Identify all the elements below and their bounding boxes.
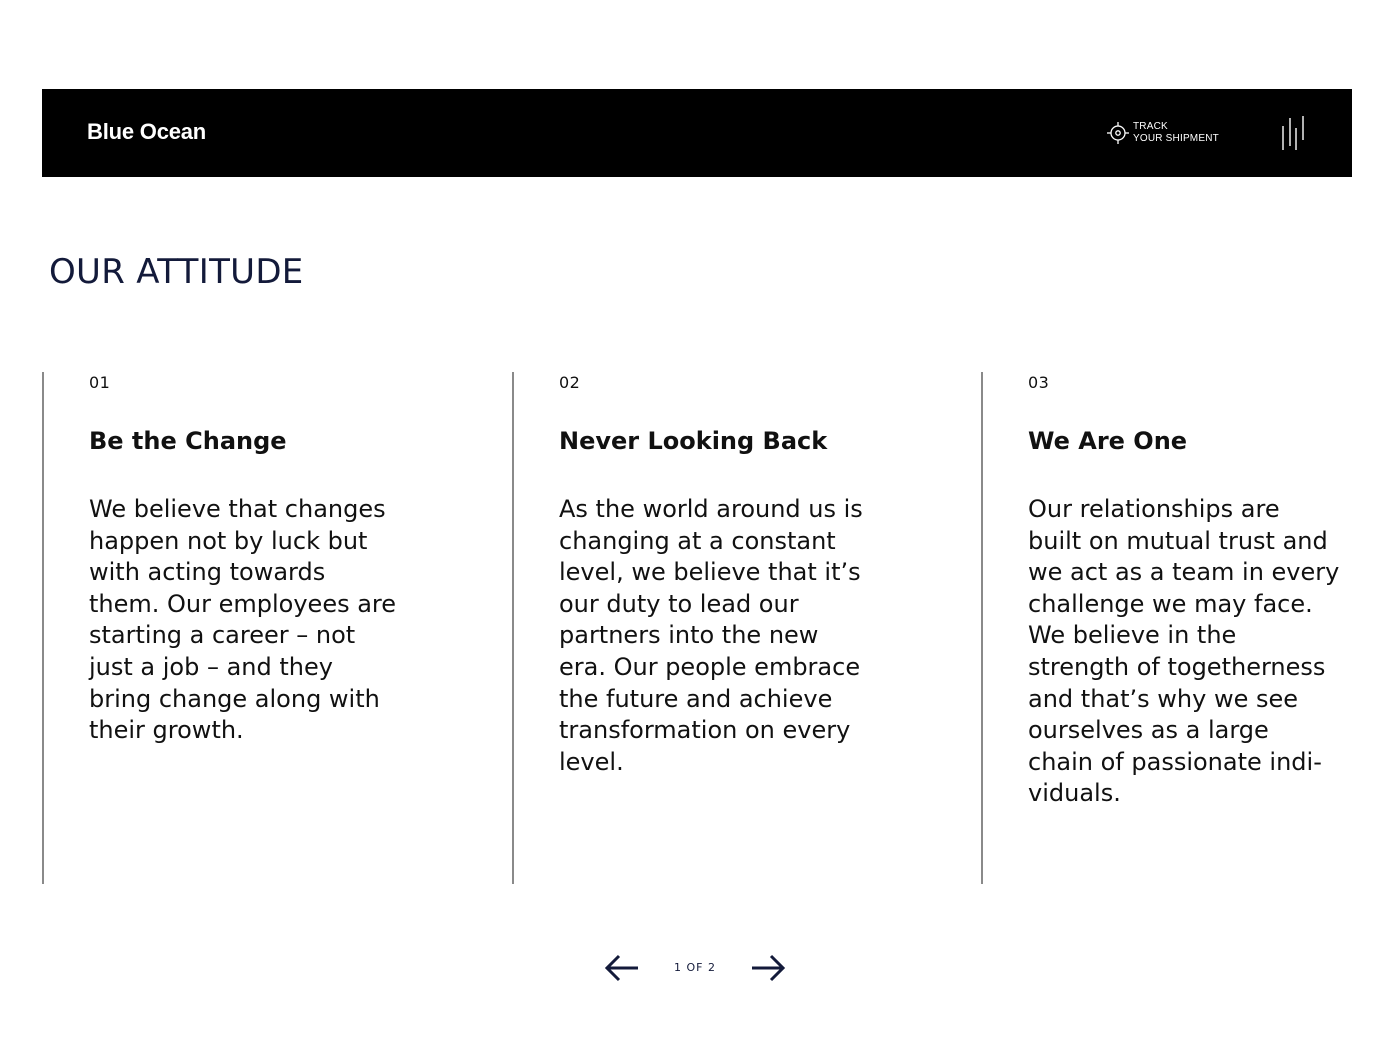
column-title: Be the Change [89,427,287,455]
column-number: 03 [1028,373,1050,392]
text-line: era. Our people embrace [559,652,861,681]
column-number: 01 [89,373,111,392]
page-indicator: 1 OF 2 [674,961,716,974]
column-number: 02 [559,373,581,392]
menu-icon[interactable] [1280,114,1306,152]
brand-logo[interactable]: Blue Ocean [87,119,207,144]
column-divider [512,372,514,884]
text-line: bring change along with [89,684,380,713]
text-line: Our relationships are [1028,495,1280,523]
text-line: the future and achieve [559,684,833,713]
column-divider [981,372,983,884]
page-title: OUR ATTITUDE [49,252,304,292]
text-line: with acting towards [89,558,326,587]
text-line: chain of passionate indi- [1028,747,1322,776]
track-label-line1: TRACK [1133,121,1168,132]
column-text [89,494,419,747]
text-line: level, we believe that it’s [559,558,861,587]
text-line: and that’s why we see [1028,684,1299,713]
text-line: level. [559,747,624,776]
text-line: our duty to lead our [559,589,799,618]
text-line: challenge we may face. [1028,589,1313,618]
track-shipment-link[interactable] [1106,121,1219,145]
top-bar [42,89,1352,177]
attitude-column-1 [42,372,397,884]
text-line: transformation on every [559,716,851,745]
target-icon [1106,121,1130,145]
text-line: starting a career – not [89,621,356,650]
arrow-left-icon[interactable] [604,954,640,982]
track-label-line2: YOUR SHIPMENT [1133,133,1219,144]
column-divider [42,372,44,884]
arrow-right-icon[interactable] [750,954,786,982]
text-line: changing at a constant [559,526,836,555]
column-text [559,494,889,778]
text-line: As the world around us is [559,495,863,523]
text-line: strength of togetherness [1028,652,1326,681]
pagination [600,950,790,986]
text-line: their growth. [89,716,244,745]
attitude-column-3 [981,372,1340,884]
text-line: just a job – and they [89,652,333,681]
text-line: We believe that changes [89,495,386,523]
text-line: We believe in the [1028,621,1237,650]
column-title: We Are One [1028,427,1188,455]
text-line: built on mutual trust and [1028,526,1328,555]
column-title: Never Looking Back [559,427,828,455]
text-line: them. Our employees are [89,589,397,618]
text-line: partners into the new [559,621,819,650]
text-line: viduals. [1028,779,1121,808]
text-line: ourselves as a large [1028,716,1269,745]
attitude-column-2 [512,372,862,884]
text-line: we act as a team in every [1028,558,1340,587]
text-line: happen not by luck but [89,526,368,555]
column-text [1028,494,1358,810]
track-shipment-label [1133,121,1219,145]
